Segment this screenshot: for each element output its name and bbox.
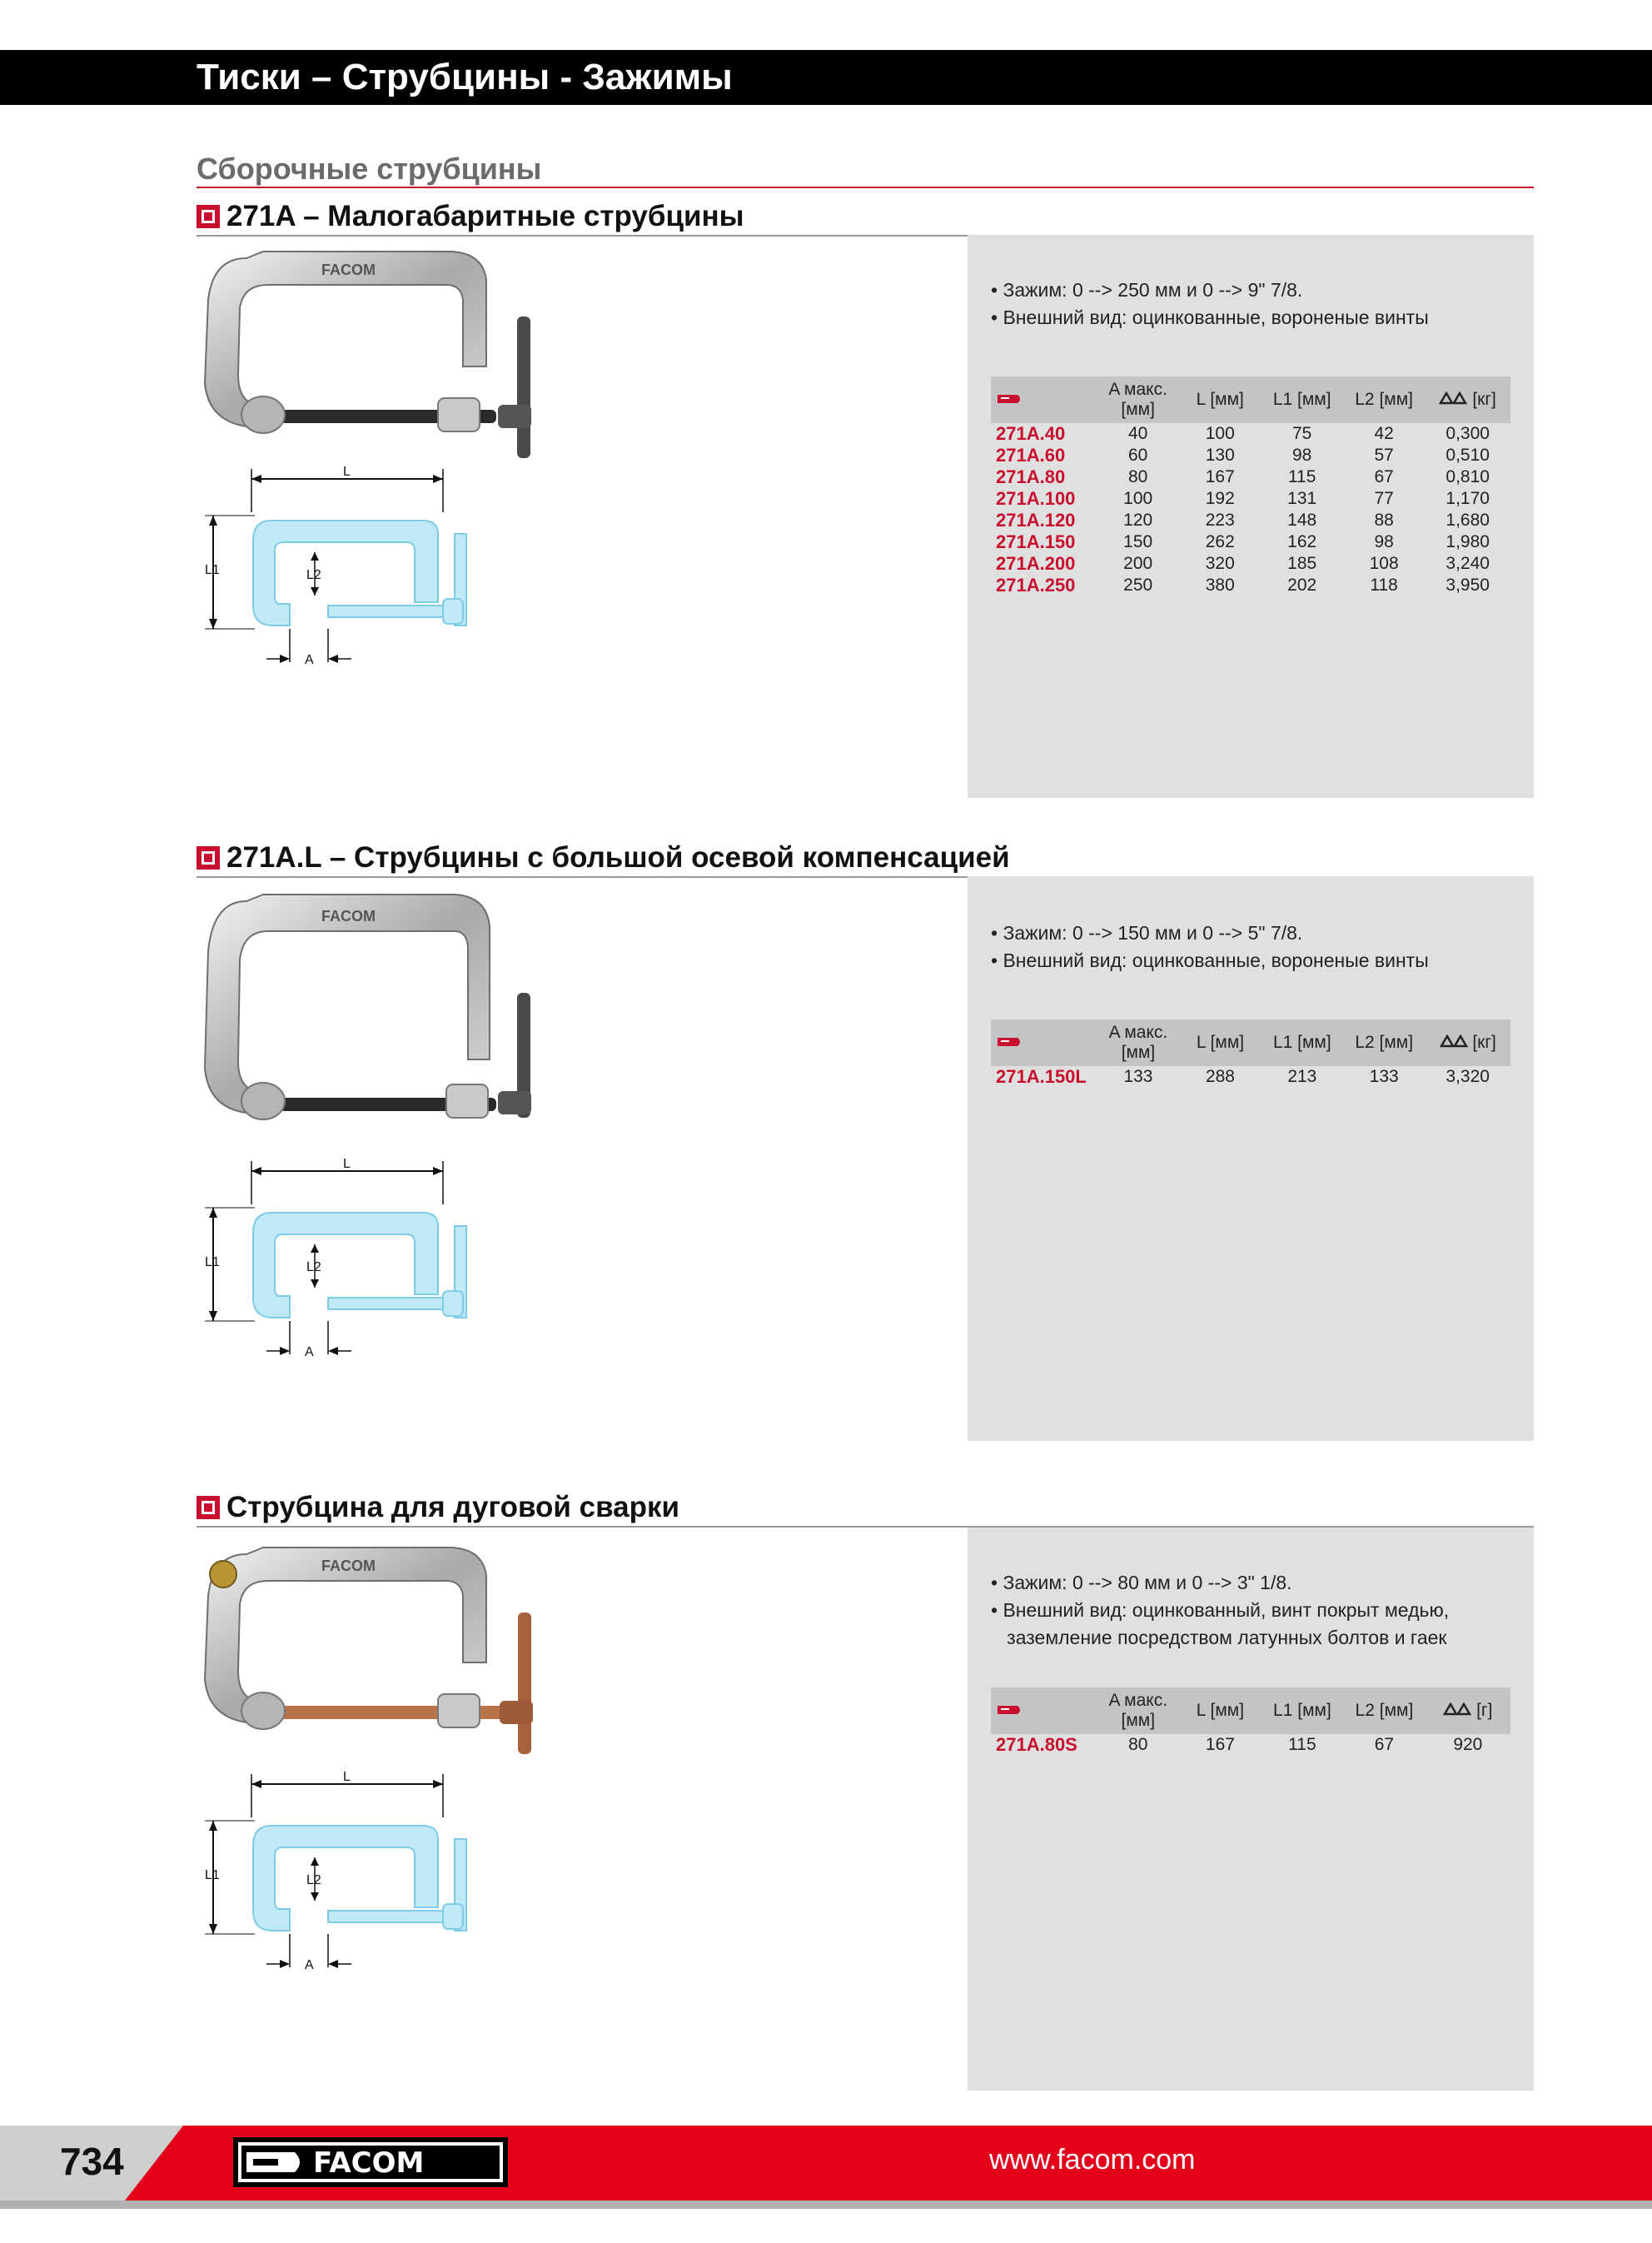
- col-header: A макс. [мм]: [1097, 376, 1179, 423]
- table-row: [991, 445, 1510, 466]
- footer-strip: [0, 2201, 1652, 2209]
- cell: 40: [1127, 424, 1148, 443]
- spec-panel-welding-clamp: [968, 1528, 1534, 2091]
- clamp-photo: [197, 242, 555, 466]
- cell: 0,300: [1446, 424, 1490, 443]
- clamp-dimension-diagram: [197, 1767, 546, 1976]
- col-header: L [мм]: [1179, 1019, 1261, 1066]
- cell: 223: [1205, 511, 1235, 530]
- cell: 57: [1374, 446, 1394, 465]
- dim-label-l: L: [343, 465, 351, 479]
- ref-cell: 271A.150L: [996, 1066, 1087, 1087]
- svg-text:FACOM: FACOM: [321, 908, 376, 925]
- facom-logo-icon: [998, 393, 1023, 405]
- scale-weight-icon: [1443, 1702, 1471, 1716]
- product-heading-271a: [197, 200, 1534, 237]
- feature-line: • Зажим: 0 --> 150 мм и 0 --> 5" 7/8.: [991, 922, 1303, 944]
- col-header-weight: [1425, 376, 1510, 423]
- clamp-dimension-diagram: [197, 462, 546, 670]
- ref-cell: 271A.120: [996, 510, 1076, 531]
- cell: 0,510: [1446, 446, 1490, 465]
- scale-weight-icon: [1440, 1034, 1468, 1048]
- facom-brand-logo-icon: [233, 2137, 508, 2187]
- ref-cell: 271A.150: [996, 531, 1076, 552]
- scale-weight-icon: [1439, 391, 1467, 405]
- weight-unit: [кг]: [1472, 390, 1496, 409]
- feature-line: • Зажим: 0 --> 250 мм и 0 --> 9" 7/8.: [991, 279, 1303, 301]
- brand-text: FACOM: [313, 2146, 425, 2180]
- product-heading-271a-l: [197, 841, 1534, 878]
- cell: 3,320: [1446, 1067, 1490, 1086]
- cell: 320: [1205, 554, 1235, 573]
- svg-text:FACOM: FACOM: [321, 262, 376, 278]
- page-title: Тиски – Струбцины - Зажимы: [197, 57, 733, 97]
- ref-cell: 271A.60: [996, 445, 1066, 466]
- table-row: [991, 575, 1510, 596]
- table-row: [991, 423, 1510, 445]
- cell: 185: [1287, 554, 1317, 573]
- cell: 98: [1374, 532, 1394, 551]
- product-title: 271A.L – Струбцины с большой осевой компенсацией: [226, 841, 1010, 874]
- page-number: 734: [60, 2140, 124, 2183]
- clamp-photo: [197, 885, 555, 1134]
- col-header: L2 [мм]: [1343, 376, 1425, 423]
- spec-panel-271a-l: [968, 876, 1534, 1441]
- dim-label-l: L: [343, 1770, 351, 1784]
- cell: 67: [1374, 467, 1394, 486]
- table-row: [991, 466, 1510, 488]
- red-square-bullet-icon: [197, 205, 220, 228]
- spec-table: [991, 1687, 1510, 1756]
- product-heading-welding-clamp: [197, 1491, 1534, 1528]
- cell: 1,170: [1446, 489, 1490, 508]
- feature-line: • Внешний вид: оцинкованный, винт покрыт медью,: [991, 1599, 1450, 1621]
- clamp-photo: [185, 1538, 560, 1762]
- page-header-bar: [0, 50, 1652, 105]
- ref-column-header: [991, 1687, 1097, 1734]
- cell: 1,980: [1446, 532, 1490, 551]
- col-header: A макс. [мм]: [1097, 1687, 1179, 1734]
- cell: 3,240: [1446, 554, 1490, 573]
- feature-line: • Внешний вид: оцинкованные, вороненые винты: [991, 307, 1429, 328]
- dim-label-l1: L1: [205, 563, 220, 577]
- ref-column-header: [991, 1019, 1097, 1066]
- spec-table: [991, 376, 1510, 596]
- facom-logo: [233, 2137, 508, 2191]
- ref-column-header: [991, 376, 1097, 423]
- dim-label-l1: L1: [205, 1868, 220, 1882]
- facom-logo-icon: [998, 1036, 1023, 1048]
- cell: 115: [1288, 1735, 1316, 1754]
- dim-label-a: A: [305, 1345, 314, 1359]
- col-header: L1 [мм]: [1261, 1019, 1343, 1066]
- dim-label-l2: L2: [306, 1260, 321, 1274]
- cell: 100: [1123, 489, 1153, 508]
- cell: 162: [1287, 532, 1317, 551]
- spec-panel-271a: [968, 235, 1534, 798]
- dim-label-l1: L1: [205, 1255, 220, 1269]
- cell: 80: [1127, 467, 1148, 486]
- cell: 133: [1123, 1067, 1153, 1086]
- table-row: [991, 553, 1510, 575]
- footer-website-link[interactable]: www.facom.com: [989, 2144, 1196, 2176]
- cell: 77: [1374, 489, 1394, 508]
- cell: 120: [1123, 511, 1153, 530]
- cell: 130: [1205, 446, 1235, 465]
- col-header: L [мм]: [1179, 1687, 1261, 1734]
- dim-label-l: L: [343, 1157, 351, 1171]
- dim-label-a: A: [305, 1958, 314, 1972]
- cell: 60: [1127, 446, 1148, 465]
- table-row: [991, 510, 1510, 531]
- ref-cell: 271A.80: [996, 466, 1066, 487]
- feature-line: • Зажим: 0 --> 80 мм и 0 --> 3" 1/8.: [991, 1572, 1292, 1593]
- feature-line: • Внешний вид: оцинкованные, вороненые винты: [991, 950, 1429, 971]
- col-header: L2 [мм]: [1343, 1019, 1425, 1066]
- clamp-dimension-diagram: [197, 1154, 546, 1363]
- cell: 88: [1374, 511, 1394, 530]
- spec-table: [991, 1019, 1510, 1088]
- table-row: [991, 1066, 1510, 1088]
- cell: 80: [1128, 1735, 1148, 1754]
- facom-logo-icon: [998, 1704, 1023, 1716]
- cell: 200: [1123, 554, 1153, 573]
- ref-cell: 271A.250: [996, 575, 1076, 596]
- feature-line: заземление посредством латунных болтов и гаек: [991, 1627, 1447, 1648]
- cell: 0,810: [1446, 467, 1490, 486]
- ref-cell: 271A.100: [996, 488, 1076, 509]
- cell: 380: [1205, 576, 1235, 595]
- red-square-bullet-icon: [197, 1496, 220, 1519]
- cell: 167: [1205, 1735, 1235, 1754]
- cell: 67: [1374, 1735, 1395, 1754]
- table-row: [991, 1734, 1510, 1756]
- weight-unit: [кг]: [1472, 1033, 1496, 1052]
- col-header: L1 [мм]: [1261, 376, 1342, 423]
- cell: 250: [1123, 576, 1153, 595]
- cell: 192: [1205, 489, 1235, 508]
- col-header: L2 [мм]: [1343, 1687, 1426, 1734]
- cell: 920: [1453, 1735, 1483, 1754]
- ref-cell: 271A.80S: [996, 1734, 1077, 1755]
- red-square-bullet-icon: [197, 846, 220, 870]
- product-title: Струбцина для дуговой сварки: [226, 1491, 680, 1523]
- col-header-weight: [1425, 1019, 1510, 1066]
- cell: 42: [1374, 424, 1394, 443]
- cell: 98: [1292, 446, 1312, 465]
- ref-cell: 271A.40: [996, 423, 1066, 444]
- col-header: A макс. [мм]: [1097, 1019, 1180, 1066]
- cell: 1,680: [1446, 511, 1490, 530]
- cell: 118: [1370, 576, 1398, 595]
- cell: 148: [1287, 511, 1317, 530]
- cell: 202: [1287, 576, 1317, 595]
- cell: 100: [1205, 424, 1235, 443]
- cell: 133: [1369, 1067, 1399, 1086]
- table-row: [991, 488, 1510, 510]
- cell: 288: [1205, 1067, 1235, 1086]
- ref-cell: 271A.200: [996, 553, 1076, 574]
- dim-label-l2: L2: [306, 1873, 321, 1887]
- cell: 262: [1205, 532, 1235, 551]
- section-title: Сборочные струбцины: [197, 152, 542, 186]
- section-divider: [197, 187, 1534, 188]
- cell: 213: [1287, 1067, 1317, 1086]
- cell: 167: [1205, 467, 1235, 486]
- cell: 3,950: [1446, 576, 1490, 595]
- cell: 150: [1123, 532, 1153, 551]
- col-header-weight: [1426, 1687, 1510, 1734]
- col-header: L [мм]: [1179, 376, 1261, 423]
- cell: 115: [1287, 467, 1316, 486]
- svg-text:FACOM: FACOM: [321, 1558, 376, 1574]
- dim-label-a: A: [305, 653, 314, 667]
- cell: 108: [1369, 554, 1399, 573]
- weight-unit: [г]: [1476, 1701, 1493, 1720]
- product-title: 271A – Малогабаритные струбцины: [226, 200, 744, 232]
- cell: 131: [1287, 489, 1317, 508]
- cell: 75: [1292, 424, 1312, 443]
- table-row: [991, 531, 1510, 553]
- col-header: L1 [мм]: [1261, 1687, 1344, 1734]
- dim-label-l2: L2: [306, 568, 321, 582]
